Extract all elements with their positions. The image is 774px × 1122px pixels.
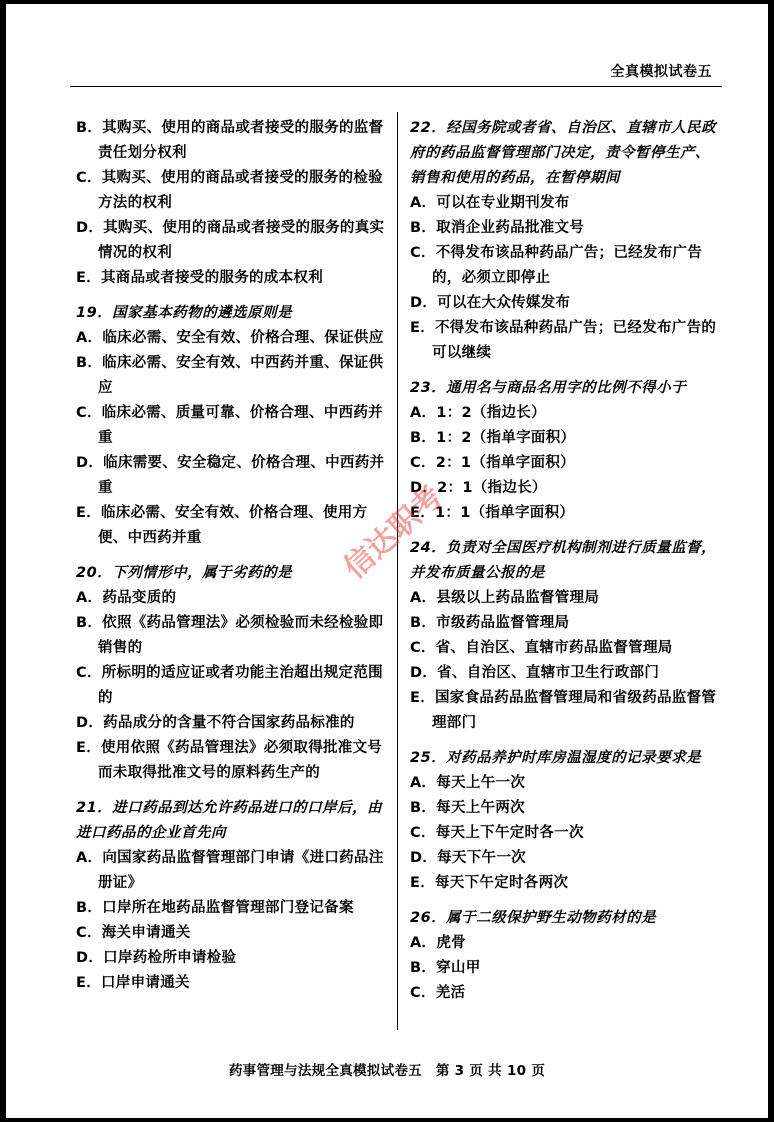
question-stem: 26．属于二级保护野生动物药材的是	[410, 910, 657, 926]
answer-option: B．取消企业药品批准文号	[410, 220, 585, 236]
exam-page	[6, 4, 768, 1118]
answer-option: D．省、自治区、直辖市卫生行政部门	[410, 665, 660, 681]
answer-option: E．其商品或者接受的服务的成本权利	[76, 270, 324, 286]
answer-option: D．临床需要、安全稳定、价格合理、中西药并重	[76, 455, 385, 496]
answer-option: E．国家食品药品监督管理局和省级药品监督管理部门	[410, 690, 717, 731]
answer-option: A．每天上午一次	[410, 775, 526, 791]
answer-option: E．1：1（指单字面积）	[410, 505, 575, 521]
answer-option: E．不得发布该品种药品广告；已经发布广告的可以继续	[410, 320, 717, 361]
answer-option: A．向国家药品监督管理部门申请《进口药品注册证》	[76, 850, 384, 891]
answer-option: B．其购买、使用的商品或者接受的服务的监督责任划分权利	[76, 120, 384, 161]
answer-option: D．每天下午一次	[410, 850, 526, 866]
question-stem: 22．经国务院或者省、自治区、直辖市人民政府的药品监督管理部门决定，责令暂停生产、销售和使用的药品，在暂停期间	[410, 120, 717, 186]
answer-option: A．虎骨	[410, 935, 466, 951]
answer-option: E．临床必需、安全有效、价格合理、使用方便、中西药并重	[76, 505, 368, 546]
page-footer: 药事管理与法规全真模拟试卷五 第 3 页 共 10 页	[228, 1063, 546, 1079]
answer-option: D．可以在大众传媒发布	[410, 295, 571, 311]
answer-option: B．穿山甲	[410, 960, 481, 976]
answer-option: B．口岸所在地药品监督管理部门登记备案	[76, 900, 354, 916]
answer-option: A．药品变质的	[76, 590, 177, 606]
answer-option: E．口岸申请通关	[76, 975, 190, 991]
answer-option: B．临床必需、安全有效、中西药并重、保证供应	[76, 355, 384, 396]
watermark-stamp: 信达职考	[337, 479, 450, 586]
answer-option: E．使用依照《药品管理法》必须取得批准文号而未取得批准文号的原料药生产的	[76, 740, 383, 781]
column-divider	[397, 112, 398, 1030]
answer-option: D．2：1（指边长）	[410, 480, 547, 496]
answer-option: D．口岸药检所申请检验	[76, 950, 237, 966]
question-stem: 23．通用名与商品名用字的比例不得小于	[410, 380, 687, 396]
header-divider	[70, 86, 722, 87]
answer-option: B．每天上午两次	[410, 800, 525, 816]
page-header-title: 全真模拟试卷五	[610, 64, 712, 80]
answer-option: C．其购买、使用的商品或者接受的服务的检验方法的权利	[76, 170, 383, 211]
answer-option: C．海关申请通关	[76, 925, 191, 941]
answer-option: A．可以在专业期刊发布	[410, 195, 570, 211]
answer-option: D．其购买、使用的商品或者接受的服务的真实情况的权利	[76, 220, 385, 261]
answer-option: C．临床必需、质量可靠、价格合理、中西药并重	[76, 405, 383, 446]
answer-option: E．每天下午定时各两次	[410, 875, 569, 891]
answer-option: C．2：1（指单字面积）	[410, 455, 575, 471]
answer-option: A．临床必需、安全有效、价格合理、保证供应	[76, 330, 384, 346]
answer-option: B．1：2（指单字面积）	[410, 430, 576, 446]
question-stem: 19．国家基本药物的遴选原则是	[76, 305, 293, 321]
answer-option: C．羌活	[410, 985, 466, 1001]
answer-option: B．市级药品监督管理局	[410, 615, 570, 631]
answer-option: C．所标明的适应证或者功能主治超出规定范围的	[76, 665, 383, 706]
question-stem: 24．负责对全国医疗机构制剂进行质量监督，并发布质量公报的是	[410, 540, 717, 581]
answer-option: D．药品成分的含量不符合国家药品标准的	[76, 715, 355, 731]
answer-option: C．每天上下午定时各一次	[410, 825, 584, 841]
question-stem: 25．对药品养护时库房温湿度的记录要求是	[410, 750, 702, 766]
answer-option: A．1：2（指边长）	[410, 405, 546, 421]
answer-option: A．县级以上药品监督管理局	[410, 590, 600, 606]
answer-option: B．依照《药品管理法》必须检验而未经检验即销售的	[76, 615, 384, 656]
right-column	[410, 116, 722, 1006]
question-stem: 21．进口药品到达允许药品进口的口岸后，由进口药品的企业首先向	[76, 800, 383, 841]
answer-option: C．省、自治区、直辖市药品监督管理局	[410, 640, 673, 656]
question-stem: 20．下列情形中，属于劣药的是	[76, 565, 293, 581]
answer-option: C．不得发布该品种药品广告；已经发布广告的，必须立即停止	[410, 245, 703, 286]
